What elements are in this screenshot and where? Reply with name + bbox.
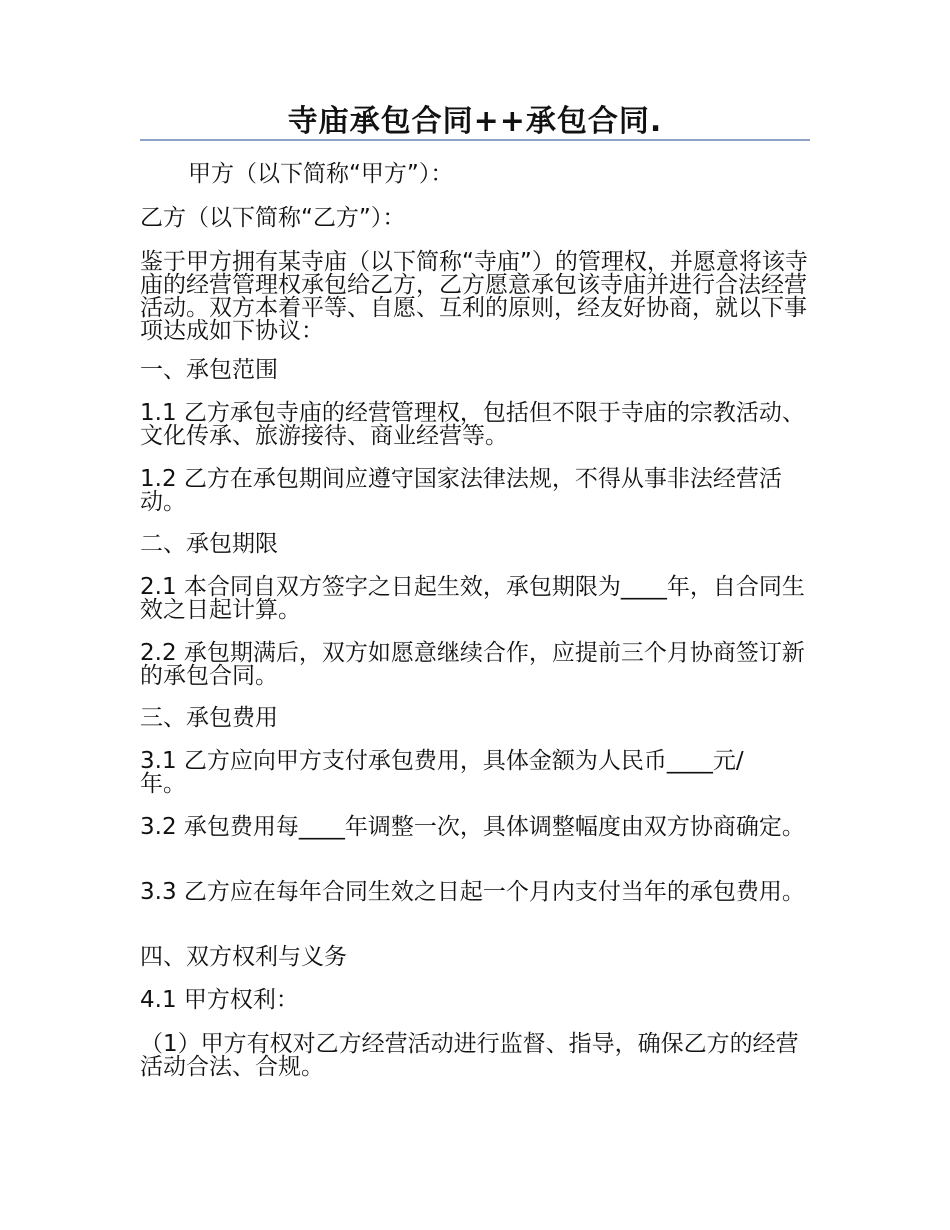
clause-3-3: 3.3 乙方应在每年合同生效之日起一个月内支付当年的承包费用。 <box>140 879 805 905</box>
clause-2-1: 2.1 本合同自双方签字之日起生效，承包期限为____年，自合同生效之日起计算。 <box>140 574 805 623</box>
clause-3-1: 3.1 乙方应向甲方支付承包费用，具体金额为人民币____元/年。 <box>140 748 744 797</box>
preamble-paragraph: 鉴于甲方拥有某寺庙（以下简称“寺庙”）的管理权，并愿意将该寺庙的经营管理权承包给乙方，乙方愿意承包该寺庙并进行合法经营活动。双方本着平等、自愿、互利的原则，经友好协商，就以下事项达成如下协议： <box>140 249 808 344</box>
clause-4-1: 4.1 甲方权利： <box>140 987 299 1013</box>
party-a-line: 甲方（以下简称“甲方”）： <box>188 161 454 187</box>
clause-1-2: 1.2 乙方在承包期间应遵守国家法律法规，不得从事非法经营活动。 <box>140 466 782 515</box>
clause-2-2: 2.2 承包期满后，双方如愿意继续合作，应提前三个月协商签订新的承包合同。 <box>140 640 805 689</box>
section-heading-term: 二、承包期限 <box>140 531 278 557</box>
clause-1-1: 1.1 乙方承包寺庙的经营管理权，包括但不限于寺庙的宗教活动、文化传承、旅游接待、商业经营等。 <box>140 400 805 449</box>
clause-4-1-item-1: （1）甲方有权对乙方经营活动进行监督、指导，确保乙方的经营活动合法、合规。 <box>140 1031 799 1080</box>
party-b-line: 乙方（以下简称“乙方”）： <box>140 205 406 231</box>
clause-3-2: 3.2 承包费用每____年调整一次，具体调整幅度由双方协商确定。 <box>140 814 805 840</box>
section-heading-rights: 四、双方权利与义务 <box>140 944 347 970</box>
title-underline <box>140 139 810 141</box>
document-title: 寺庙承包合同++承包合同. <box>287 104 663 139</box>
section-heading-fees: 三、承包费用 <box>140 705 278 731</box>
section-heading-scope: 一、承包范围 <box>140 357 278 383</box>
